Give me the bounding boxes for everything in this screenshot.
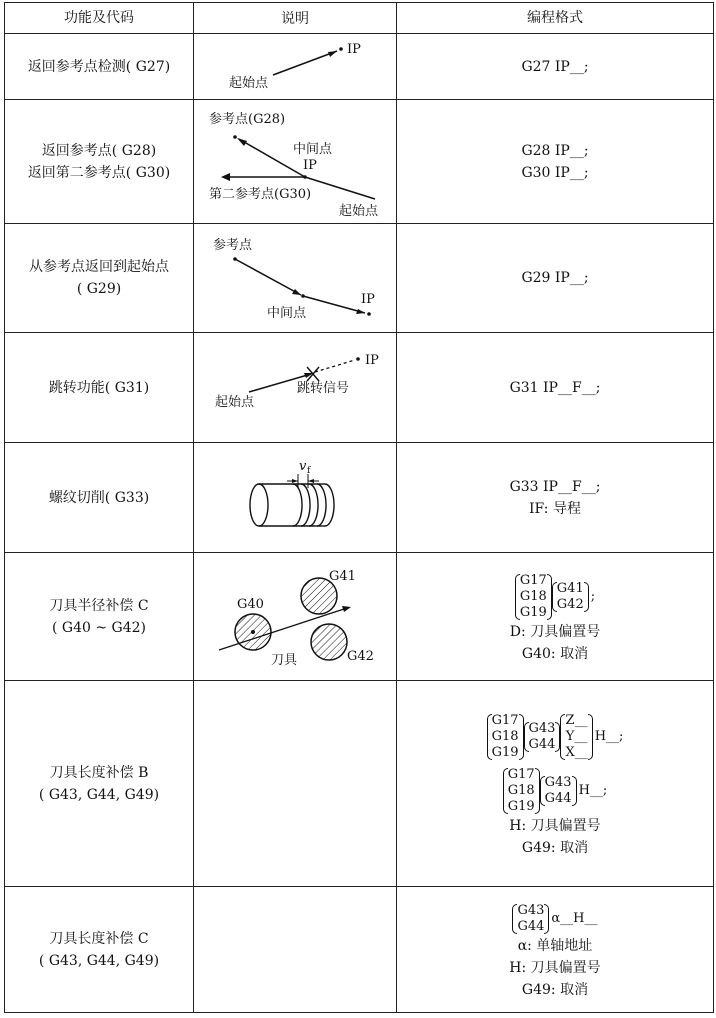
format-line: G33 IP__F__; xyxy=(509,478,601,495)
header-format: 编程格式 xyxy=(397,3,714,34)
plane-group: G17 G18 G19 xyxy=(515,573,552,621)
function-name: 返回参考点( G28) xyxy=(41,142,157,159)
format-cell xyxy=(397,100,714,224)
g41-label: G41 xyxy=(329,568,356,584)
diagram-cell xyxy=(194,443,397,553)
function-name: 螺纹切削( G33) xyxy=(48,489,150,506)
format-line: D: 刀具偏置号 xyxy=(509,623,601,640)
start-label: 起始点 xyxy=(215,394,255,410)
function-name: 刀具长度补偿 C xyxy=(49,930,149,947)
header-row xyxy=(5,3,714,34)
function-cell xyxy=(5,333,194,443)
mid-label: 中间点 xyxy=(293,141,333,157)
format-braces: G43 G44 α__H__ xyxy=(512,903,597,935)
function-name: 跳转功能( G31) xyxy=(48,379,150,396)
side-group: G41 G42 xyxy=(552,581,589,613)
table-row xyxy=(5,333,714,443)
lead-label: v xyxy=(299,458,307,474)
diagram-cell xyxy=(194,100,397,224)
format-line: G29 IP__; xyxy=(521,270,589,286)
table-row xyxy=(5,100,714,224)
function-cell xyxy=(5,681,194,887)
format-line: G49: 取消 xyxy=(521,839,589,856)
format-line: G27 IP__; xyxy=(521,58,589,75)
format-line: G40: 取消 xyxy=(521,645,589,662)
diagram-cell xyxy=(194,887,397,1013)
ip-label: IP xyxy=(365,352,379,368)
function-name: 返回第二参考点( G30) xyxy=(27,164,171,181)
path-line xyxy=(273,51,337,75)
tool-label: 刀具 xyxy=(271,652,298,668)
tool-circle-g42 xyxy=(311,624,347,660)
return-reference-diagram xyxy=(195,101,395,223)
format-cell xyxy=(397,681,714,887)
function-name: ( G43, G44, G49) xyxy=(38,786,160,803)
function-cell xyxy=(5,100,194,224)
format-line: H: 刀具偏置号 xyxy=(509,817,601,834)
g40-label: G40 xyxy=(237,596,264,612)
diagram-cell xyxy=(194,34,397,100)
function-name: 刀具长度补偿 B xyxy=(49,764,149,781)
skip-label: 跳转信号 xyxy=(297,380,350,396)
format-line: α: 单轴地址 xyxy=(517,937,593,954)
function-name: 刀具半径补偿 C xyxy=(49,597,149,614)
mid-label: 中间点 xyxy=(267,305,307,321)
table-row xyxy=(5,443,714,553)
function-name: ( G29) xyxy=(76,281,122,297)
format-cell xyxy=(397,333,714,443)
diagram-cell xyxy=(194,681,397,887)
format-line: IF: 导程 xyxy=(529,500,581,517)
function-cell xyxy=(5,887,194,1013)
return-check-diagram xyxy=(195,35,395,99)
format-line: G31 IP__F__; xyxy=(509,379,601,396)
format-line: G49: 取消 xyxy=(521,981,589,998)
header-description: 说明 xyxy=(194,3,397,34)
diagram-cell xyxy=(194,333,397,443)
ip-label: IP xyxy=(347,41,361,57)
function-cell xyxy=(5,443,194,553)
ref-label: 参考点(G28) xyxy=(209,111,286,127)
function-name: ( G43, G44, G49) xyxy=(38,952,160,969)
format-cell xyxy=(397,224,714,333)
radius-compensation-diagram xyxy=(195,554,395,680)
arrowhead xyxy=(328,51,337,57)
skip-function-diagram xyxy=(195,334,395,442)
ip-label: IP xyxy=(303,157,317,173)
format-line: G30 IP__; xyxy=(521,164,589,181)
table-row xyxy=(5,224,714,333)
format-cell xyxy=(397,443,714,553)
ip-point xyxy=(339,47,343,51)
function-name: ( G40 ~ G42) xyxy=(51,619,146,636)
start-label: 起始点 xyxy=(229,75,269,91)
gcode-function-table xyxy=(4,2,714,1013)
format-braces: G17 G18 G19 G41 G42 ; xyxy=(515,573,595,621)
function-name: 返回参考点检测( G27) xyxy=(27,58,171,75)
lead-sub-label: f xyxy=(307,465,311,476)
thread-cutting-diagram xyxy=(195,444,395,552)
start-label: 起始点 xyxy=(339,203,379,219)
table-row xyxy=(5,34,714,100)
ip-label: IP xyxy=(361,291,375,307)
format-braces: G17 G18 G19 G43 G44 Z__ Y__ X__ H__; xyxy=(487,713,624,761)
g42-label: G42 xyxy=(347,648,374,664)
function-cell xyxy=(5,553,194,681)
format-line: H: 刀具偏置号 xyxy=(509,959,601,976)
second-ref-label: 第二参考点(G30) xyxy=(209,186,312,202)
format-cell xyxy=(397,553,714,681)
format-cell xyxy=(397,887,714,1013)
format-line: G28 IP__; xyxy=(521,142,589,159)
table-row xyxy=(5,681,714,887)
format-cell xyxy=(397,34,714,100)
function-cell xyxy=(5,224,194,333)
ref-label: 参考点 xyxy=(213,237,253,253)
table-row xyxy=(5,887,714,1013)
table-row xyxy=(5,553,714,681)
diagram-cell xyxy=(194,224,397,333)
return-from-reference-diagram xyxy=(195,225,395,332)
function-name: 从参考点返回到起始点 xyxy=(29,259,169,275)
function-cell xyxy=(5,34,194,100)
diagram-cell xyxy=(194,553,397,681)
format-braces: G17 G18 G19 G43 G44 H__; xyxy=(503,767,608,815)
header-function: 功能及代码 xyxy=(5,3,194,34)
